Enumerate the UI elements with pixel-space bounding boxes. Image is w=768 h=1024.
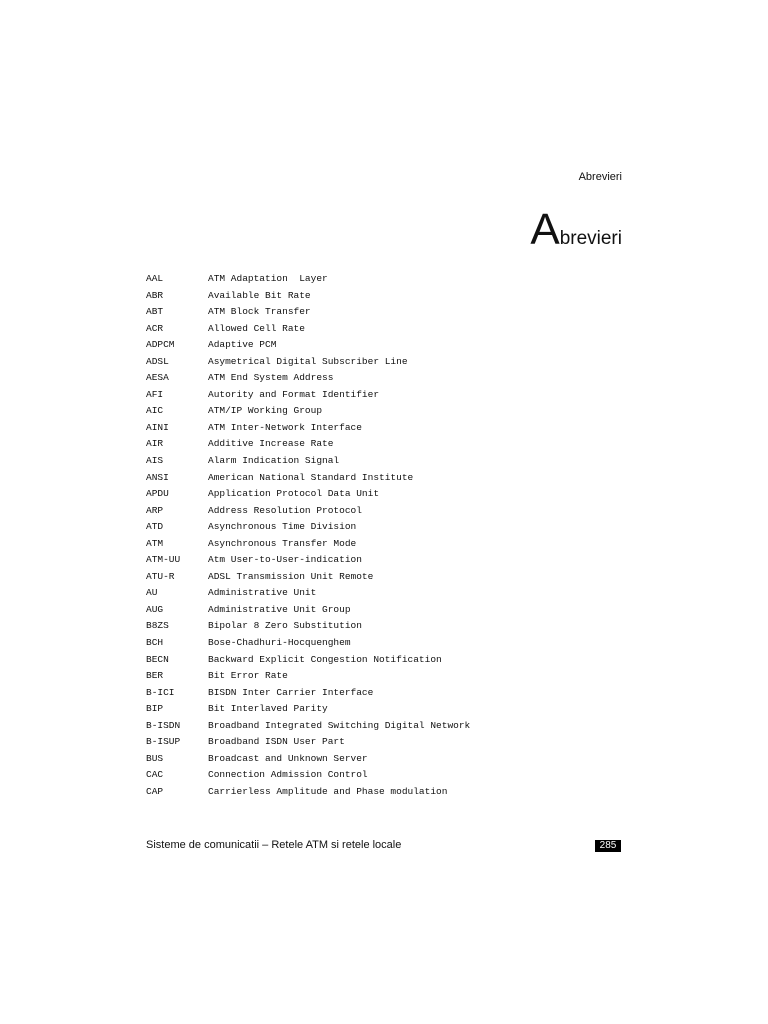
abbreviation-row bbox=[146, 784, 646, 801]
page-number: 285 bbox=[595, 840, 621, 852]
abbreviation-definition: Address Resolution Protocol bbox=[208, 504, 362, 516]
abbreviation-definition: Asynchronous Time Division bbox=[208, 521, 357, 533]
abbreviation-code: AESA bbox=[146, 372, 169, 384]
abbreviation-row bbox=[146, 470, 646, 487]
abbreviation-code: ARP bbox=[146, 504, 164, 516]
chapter-title-rest: brevieri bbox=[559, 228, 622, 249]
abbreviation-code: APDU bbox=[146, 488, 169, 500]
abbreviation-code: BUS bbox=[146, 752, 164, 764]
abbreviation-definition: Adaptive PCM bbox=[208, 339, 277, 351]
abbreviation-row bbox=[146, 751, 646, 768]
abbreviation-code: BECN bbox=[146, 653, 169, 665]
abbreviation-definition: American National Standard Institute bbox=[208, 471, 414, 483]
abbreviation-row bbox=[146, 685, 646, 702]
abbreviation-definition: Bipolar 8 Zero Substitution bbox=[208, 620, 362, 632]
abbreviation-code: CAP bbox=[146, 785, 164, 797]
abbreviation-definition: Bose-Chadhuri-Hocquenghem bbox=[208, 637, 351, 649]
abbreviation-definition: Administrative Unit Group bbox=[208, 603, 351, 615]
abbreviation-row bbox=[146, 453, 646, 470]
abbreviation-code: AU bbox=[146, 587, 158, 599]
abbreviation-definition: Administrative Unit bbox=[208, 587, 317, 599]
abbreviation-definition: ATM End System Address bbox=[208, 372, 334, 384]
abbreviation-row bbox=[146, 585, 646, 602]
abbreviation-row bbox=[146, 403, 646, 420]
abbreviation-row bbox=[146, 337, 646, 354]
abbreviation-definition: ADSL Transmission Unit Remote bbox=[208, 570, 374, 582]
abbreviation-definition: Bit Error Rate bbox=[208, 670, 288, 682]
abbreviation-row bbox=[146, 354, 646, 371]
abbreviation-row bbox=[146, 436, 646, 453]
abbreviation-code: BER bbox=[146, 670, 164, 682]
abbreviation-code: ATD bbox=[146, 521, 164, 533]
abbreviation-row bbox=[146, 718, 646, 735]
abbreviation-code: ANSI bbox=[146, 471, 169, 483]
abbreviation-definition: Allowed Cell Rate bbox=[208, 322, 305, 334]
abbreviation-definition: ATM Adaptation Layer bbox=[208, 273, 328, 284]
abbreviation-definition: Carrierless Amplitude and Phase modulation bbox=[208, 785, 448, 797]
abbreviation-code: AIR bbox=[146, 438, 164, 450]
abbreviation-list bbox=[146, 271, 646, 801]
abbreviation-definition: ATM/IP Working Group bbox=[208, 405, 323, 417]
abbreviation-row bbox=[146, 618, 646, 635]
abbreviation-definition: ATM Block Transfer bbox=[208, 306, 311, 318]
chapter-title-initial: A bbox=[530, 205, 560, 254]
abbreviation-row bbox=[146, 370, 646, 387]
abbreviation-code: AAL bbox=[146, 273, 164, 284]
abbreviation-row bbox=[146, 486, 646, 503]
abbreviation-row bbox=[146, 420, 646, 437]
abbreviation-code: B-ICI bbox=[146, 686, 175, 698]
abbreviation-definition: Broadband ISDN User Part bbox=[208, 736, 345, 748]
abbreviation-definition: Application Protocol Data Unit bbox=[208, 488, 380, 500]
abbreviation-code: BCH bbox=[146, 637, 164, 649]
abbreviation-code: AIC bbox=[146, 405, 164, 417]
running-header: Abrevieri bbox=[578, 171, 622, 183]
abbreviation-definition: Alarm Indication Signal bbox=[208, 455, 340, 467]
abbreviation-row bbox=[146, 734, 646, 751]
abbreviation-code: AUG bbox=[146, 603, 164, 615]
abbreviation-row bbox=[146, 271, 646, 288]
abbreviation-code: ADSL bbox=[146, 355, 169, 367]
abbreviation-row bbox=[146, 569, 646, 586]
abbreviation-row bbox=[146, 767, 646, 784]
abbreviation-definition: Additive Increase Rate bbox=[208, 438, 334, 450]
chapter-title bbox=[530, 205, 622, 254]
abbreviation-code: AINI bbox=[146, 421, 169, 433]
abbreviation-definition: Broadcast and Unknown Server bbox=[208, 752, 368, 764]
abbreviation-definition: ATM Inter-Network Interface bbox=[208, 421, 362, 433]
abbreviation-row bbox=[146, 701, 646, 718]
abbreviation-row bbox=[146, 503, 646, 520]
abbreviation-definition: Broadband Integrated Switching Digital Network bbox=[208, 719, 471, 731]
abbreviation-definition: Bit Interlaved Parity bbox=[208, 703, 328, 715]
abbreviation-definition: Asymetrical Digital Subscriber Line bbox=[208, 355, 408, 367]
footer-book-title: Sisteme de comunicatii – Retele ATM si retele locale bbox=[146, 839, 402, 851]
abbreviation-code: ADPCM bbox=[146, 339, 175, 351]
abbreviation-row bbox=[146, 387, 646, 404]
abbreviation-code: ACR bbox=[146, 322, 164, 334]
abbreviation-definition: Atm User-to-User-indication bbox=[208, 554, 362, 566]
abbreviation-definition: Autority and Format Identifier bbox=[208, 388, 380, 400]
abbreviation-row bbox=[146, 602, 646, 619]
abbreviation-row bbox=[146, 652, 646, 669]
abbreviation-code: AIS bbox=[146, 455, 164, 467]
abbreviation-code: BIP bbox=[146, 703, 164, 715]
abbreviation-definition: Backward Explicit Congestion Notification bbox=[208, 653, 442, 665]
abbreviation-code: B-ISDN bbox=[146, 719, 181, 731]
abbreviation-row bbox=[146, 304, 646, 321]
abbreviation-code: ATM-UU bbox=[146, 554, 181, 566]
abbreviation-row bbox=[146, 635, 646, 652]
abbreviation-row bbox=[146, 536, 646, 553]
abbreviation-code: ABR bbox=[146, 289, 164, 301]
abbreviation-row bbox=[146, 668, 646, 685]
abbreviation-row bbox=[146, 552, 646, 569]
abbreviation-definition: Asynchronous Transfer Mode bbox=[208, 537, 357, 549]
abbreviation-code: ABT bbox=[146, 306, 164, 318]
abbreviation-row bbox=[146, 321, 646, 338]
abbreviation-code: ATU-R bbox=[146, 570, 175, 582]
abbreviation-definition: Connection Admission Control bbox=[208, 769, 368, 781]
abbreviation-definition: BISDN Inter Carrier Interface bbox=[208, 686, 374, 698]
abbreviation-code: ATM bbox=[146, 537, 164, 549]
abbreviation-row bbox=[146, 288, 646, 305]
abbreviation-code: B8ZS bbox=[146, 620, 169, 632]
abbreviation-definition: Available Bit Rate bbox=[208, 289, 311, 301]
abbreviation-code: B-ISUP bbox=[146, 736, 181, 748]
abbreviation-code: CAC bbox=[146, 769, 164, 781]
abbreviation-row bbox=[146, 519, 646, 536]
abbreviation-code: AFI bbox=[146, 388, 164, 400]
